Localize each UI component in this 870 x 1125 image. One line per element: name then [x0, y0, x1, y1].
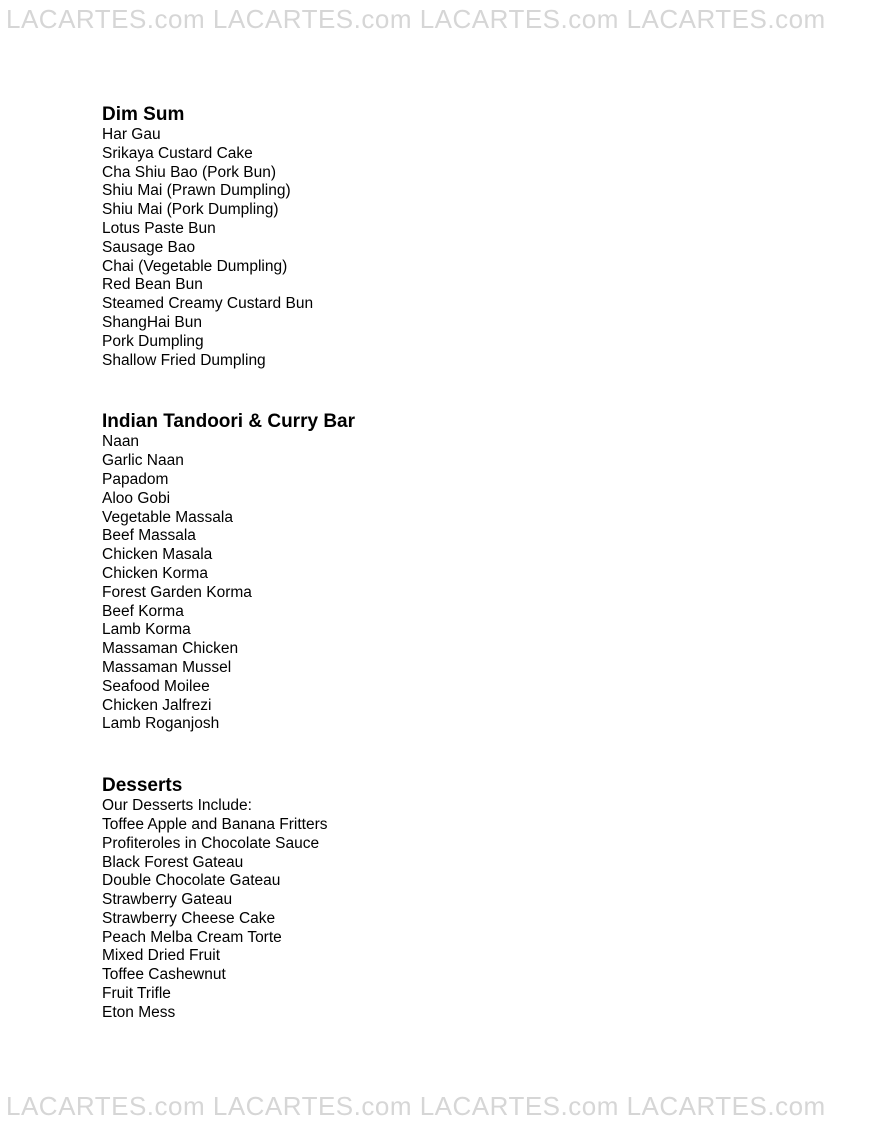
- watermark-top: LACARTES.com LACARTES.com LACARTES.com LACARTES.com: [6, 4, 826, 34]
- menu-item: Shallow Fried Dumpling: [102, 351, 266, 369]
- item-list: [102, 126, 702, 370]
- menu-item: Toffee Apple and Banana Fritters: [102, 815, 328, 833]
- menu-item: Shiu Mai (Prawn Dumpling): [102, 182, 291, 200]
- menu-item: Seafood Moilee: [102, 677, 210, 695]
- menu-item: Strawberry Cheese Cake: [102, 909, 276, 927]
- menu-document: [102, 103, 702, 1023]
- menu-item: Black Forest Gateau: [102, 853, 244, 871]
- section-indian-tandoori-curry-bar: [102, 410, 702, 734]
- menu-item: Chai (Vegetable Dumpling): [102, 257, 288, 275]
- section-desserts: [102, 774, 702, 1023]
- menu-item: Lotus Paste Bun: [102, 219, 216, 237]
- menu-item: Our Desserts Include:: [102, 797, 252, 815]
- menu-item: Papadom: [102, 470, 169, 488]
- menu-item: Toffee Cashewnut: [102, 966, 226, 984]
- menu-item: Forest Garden Korma: [102, 583, 252, 601]
- menu-item: Beef Korma: [102, 602, 184, 620]
- menu-item: Sausage Bao: [102, 238, 196, 256]
- menu-item: Eton Mess: [102, 1003, 176, 1021]
- watermark-bottom: LACARTES.com LACARTES.com LACARTES.com LACARTES.com: [6, 1091, 826, 1121]
- menu-item: Red Bean Bun: [102, 276, 203, 294]
- menu-item: Vegetable Massala: [102, 508, 233, 526]
- menu-item: Chicken Masala: [102, 546, 213, 564]
- menu-item: Naan: [102, 433, 140, 451]
- menu-item: Fruit Trifle: [102, 985, 171, 1003]
- menu-item: Peach Melba Cream Torte: [102, 928, 282, 946]
- menu-item: Pork Dumpling: [102, 332, 204, 350]
- menu-item: Beef Massala: [102, 527, 196, 545]
- menu-item: Massaman Mussel: [102, 658, 232, 676]
- menu-item: Srikaya Custard Cake: [102, 144, 253, 162]
- section-title: Indian Tandoori & Curry Bar: [102, 411, 356, 433]
- menu-item: Profiteroles in Chocolate Sauce: [102, 834, 320, 852]
- menu-item: ShangHai Bun: [102, 313, 202, 331]
- menu-item: Double Chocolate Gateau: [102, 872, 281, 890]
- item-list: [102, 433, 702, 734]
- menu-item: Lamb Roganjosh: [102, 715, 220, 733]
- menu-item: Mixed Dried Fruit: [102, 947, 220, 965]
- menu-item: Lamb Korma: [102, 621, 191, 639]
- section-title: Dim Sum: [102, 104, 185, 125]
- item-list: [102, 797, 702, 1023]
- menu-item: Cha Shiu Bao (Pork Bun): [102, 163, 277, 181]
- menu-item: Aloo Gobi: [102, 489, 171, 507]
- section-title: Desserts: [102, 775, 183, 797]
- menu-item: Strawberry Gateau: [102, 891, 233, 909]
- menu-item: Massaman Chicken: [102, 640, 239, 658]
- menu-item: Steamed Creamy Custard Bun: [102, 295, 314, 313]
- menu-item: Shiu Mai (Pork Dumpling): [102, 201, 279, 219]
- menu-item: Chicken Jalfrezi: [102, 696, 212, 714]
- menu-item: Garlic Naan: [102, 452, 184, 470]
- menu-item: Har Gau: [102, 126, 161, 143]
- menu-item: Chicken Korma: [102, 564, 208, 582]
- section-dim-sum: [102, 103, 702, 370]
